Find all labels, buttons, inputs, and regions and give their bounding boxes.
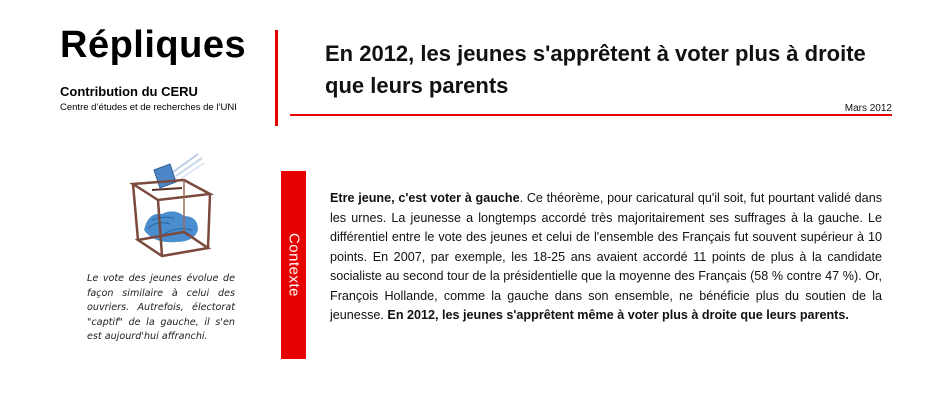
article-closing: En 2012, les jeunes s'apprêtent même à voter plus à droite que leurs parents. bbox=[387, 308, 849, 322]
article-text: . Ce théorème, pour caricatural qu'il soit, fut pourtant validé dans les urnes. La jeunesse a longtemps accordé très majoritairement ses suffrages à la gauche. Le différentiel entre le vote des jeunes et celui de l'ensemble des Français fut souvent supérieur à 10 points. En 2007, par exemple, les 18-25 ans avaient accordé 11 points de plus à la candidate socialiste au second tour de la présidentielle que la moyenne des Français (58 % contre 47 %). Or, François Hollande, comme la gauche dans son ensemble, ne bénéficie plus du soutien de la jeunesse. bbox=[330, 191, 882, 322]
section-label-bar bbox=[281, 171, 306, 359]
article-body bbox=[330, 189, 882, 326]
header-divider-vertical bbox=[275, 30, 278, 126]
page-headline: En 2012, les jeunes s'apprêtent à voter plus à droite que leurs parents bbox=[325, 41, 866, 98]
image-caption: Le vote des jeunes évolue de façon similaire à celui des ouvriers. Autrefois, électorat "captif" de la gauche, il s'en est aujourd'hui affranchi. bbox=[87, 273, 235, 342]
article-lead: Etre jeune, c'est voter à gauche bbox=[330, 191, 520, 205]
brand-organization: Centre d’études et de recherches de l’UNI bbox=[60, 102, 237, 113]
header-divider-horizontal bbox=[290, 114, 892, 116]
brand-subtitle: Contribution du CERU bbox=[60, 84, 198, 99]
section-label: Contexte bbox=[285, 232, 302, 298]
brand-title: Répliques bbox=[60, 24, 247, 66]
publication-date: Mars 2012 bbox=[844, 103, 892, 114]
ballot-box-icon bbox=[118, 150, 223, 260]
